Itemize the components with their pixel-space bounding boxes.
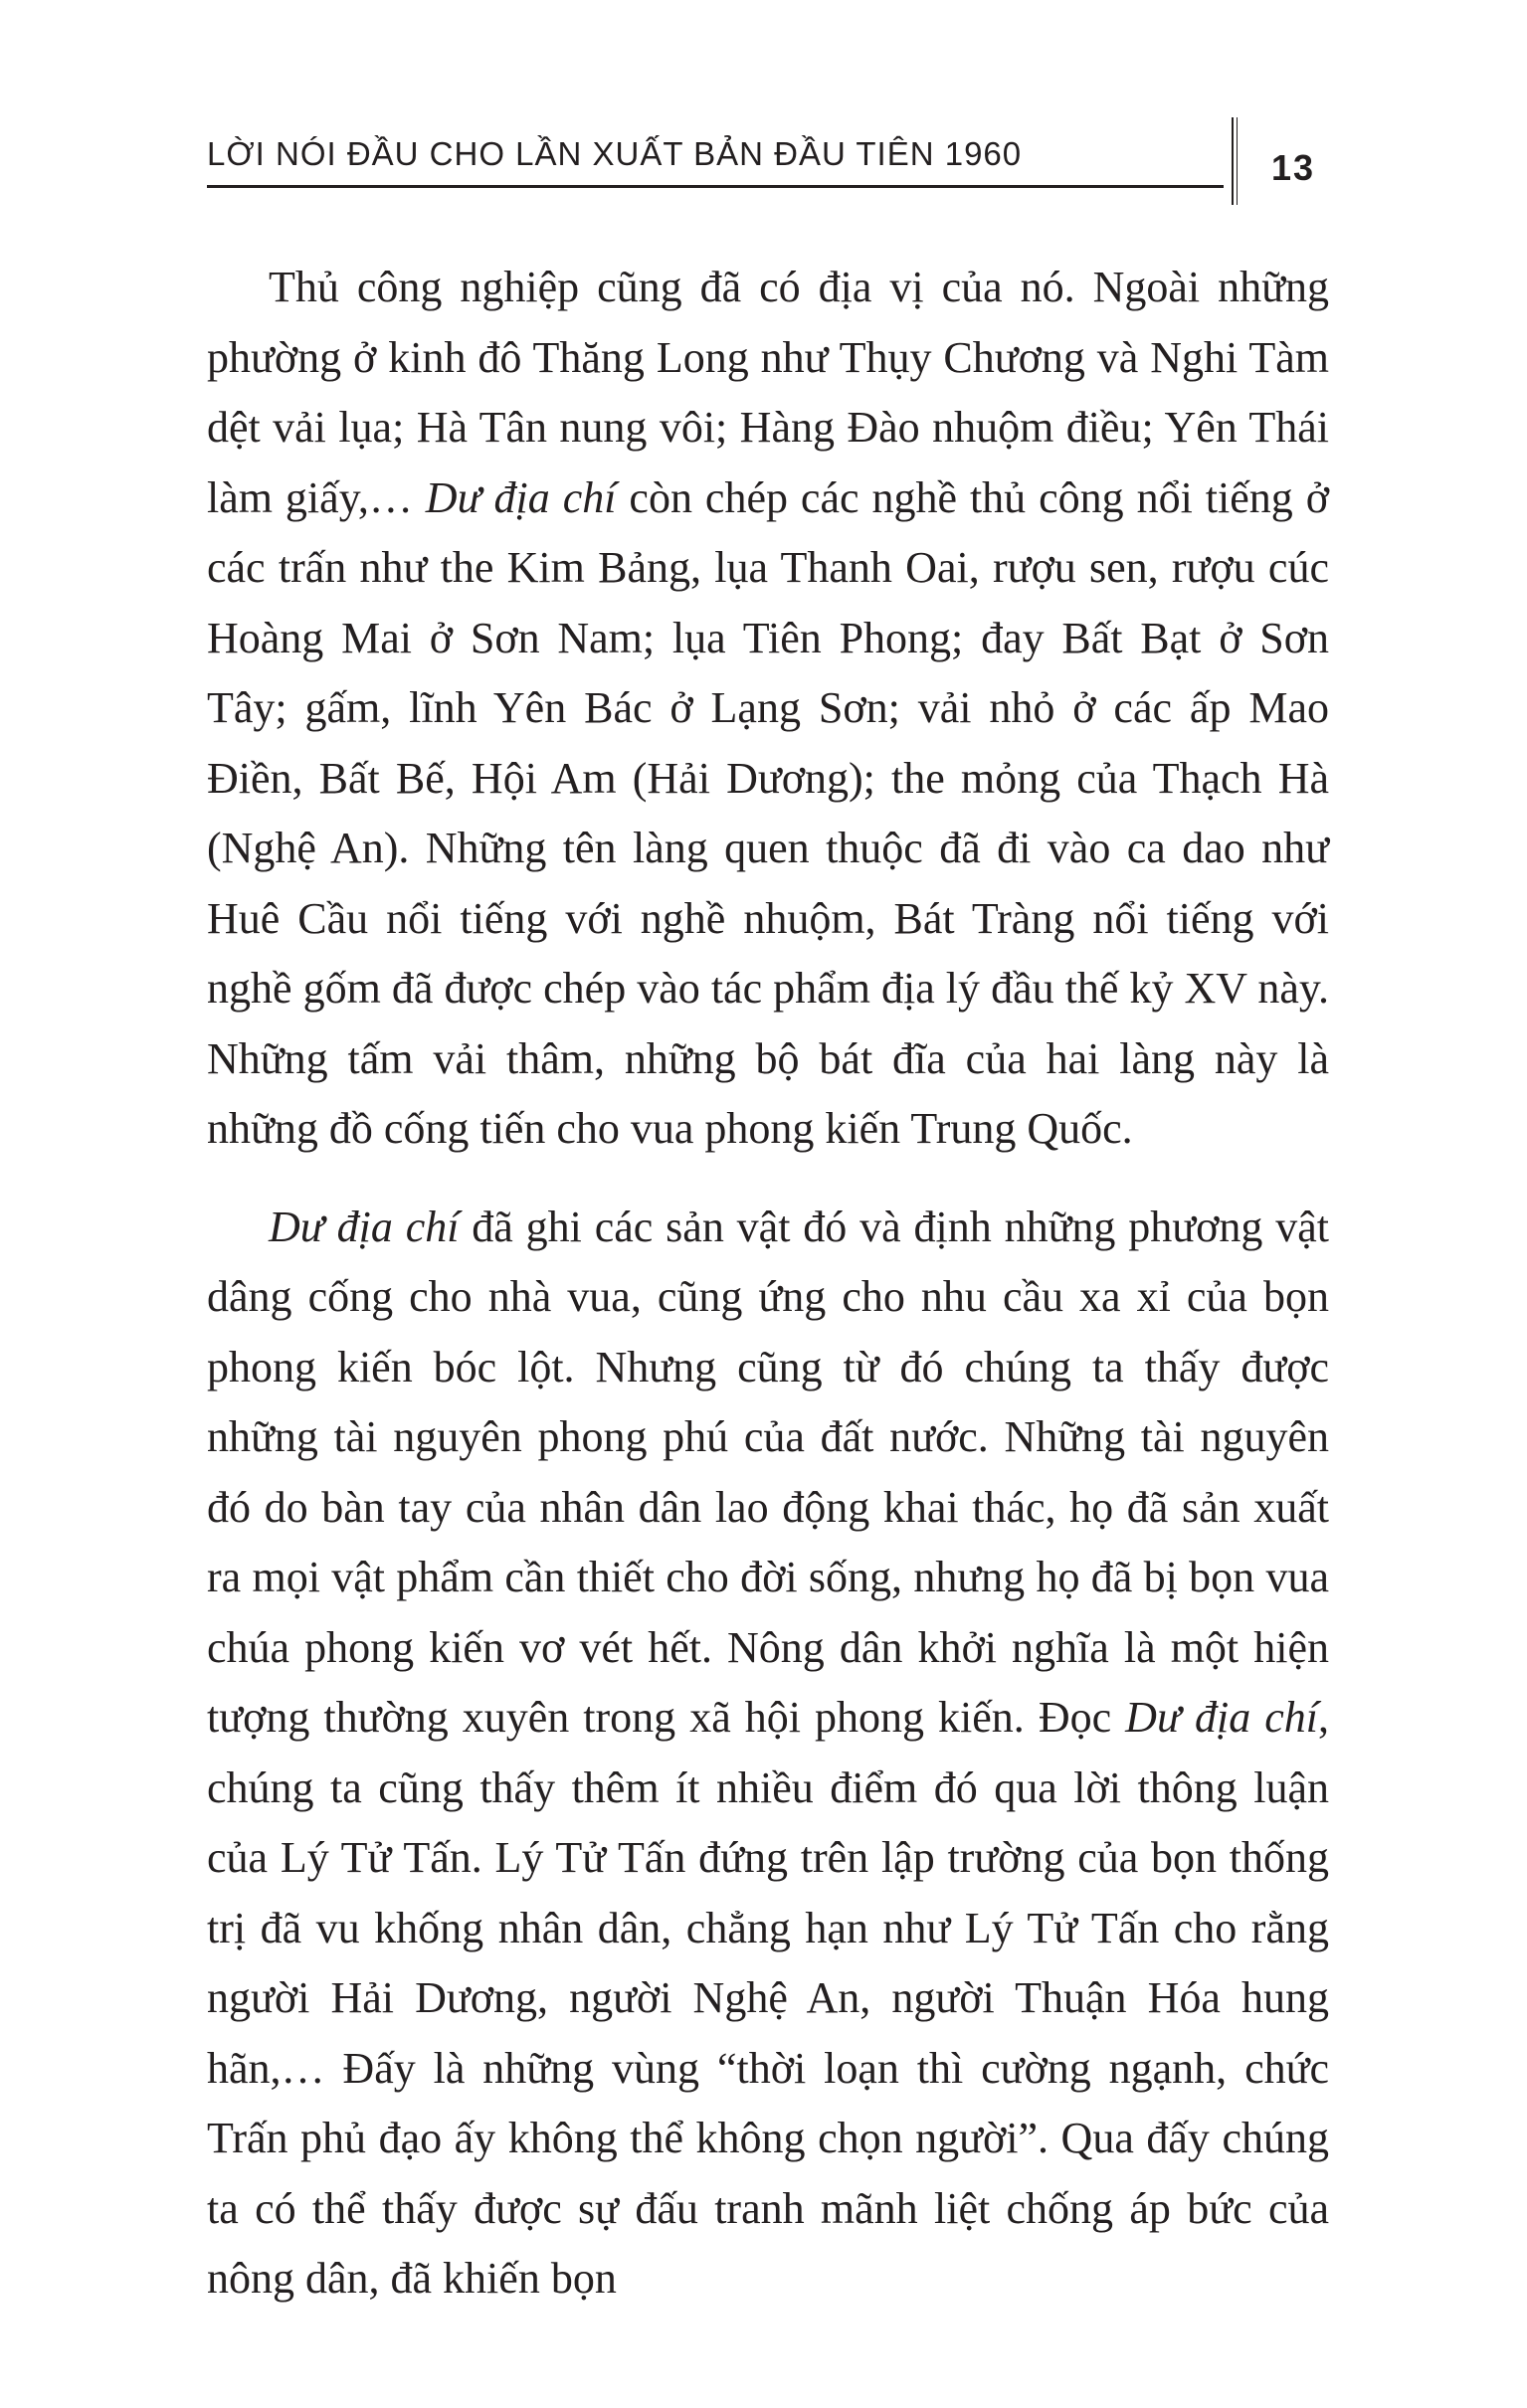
book-title-italic: Dư địa chí <box>269 1202 460 1251</box>
paragraph-1 <box>207 253 1329 1165</box>
book-title-italic: Dư địa chí <box>1125 1693 1318 1742</box>
header-rule <box>207 185 1224 188</box>
running-head: LỜI NÓI ĐẦU CHO LẦN XUẤT BẢN ĐẦU TIÊN 1960 <box>207 135 1023 172</box>
paragraph-text: đã ghi các sản vật đó và định những phương vật dâng cống cho nhà vua, cũng ứng cho nhu cầu xa xỉ của bọn phong kiến bóc lột. Nhưng cũng từ đó chúng ta thấy được những tài nguyên phong phú của đất nước. Những tài nguyên đó do bàn tay của nhân dân lao động khai thác, họ đã sản xuất ra mọi vật phẩm cần thiết cho đời sống, nhưng họ đã bị bọn vua chúa phong kiến vơ vét hết. Nông dân khởi nghĩa là một hiện tượng thường xuyên trong xã hội phong kiến. Đọc <box>207 1202 1329 1742</box>
paragraph-2 <box>207 1193 1329 2315</box>
page-number: 13 <box>1271 147 1316 188</box>
paragraph-text: Thủ công nghiệp cũng đã có địa vị của nó. Ngoài những phường ở kinh đô Thăng Long như Thụy Chương và Nghi Tàm dệt vải lụa; Hà Tân nung vôi; Hàng Đào nhuộm điều; Yên Thái làm giấy,… <box>207 263 1329 522</box>
book-title-italic: Dư địa chí <box>425 472 617 522</box>
header-vertical-rule-inner <box>1237 117 1238 205</box>
body-text <box>207 253 1329 2315</box>
paragraph-text: , chúng ta cũng thấy thêm ít nhiều điểm đó qua lời thông luận của Lý Tử Tấn. Lý Tử Tấn đứng trên lập trường của bọn thống trị đã vu khống nhân dân, chẳng hạn như Lý Tử Tấn cho rằng người Hải Dương, người Nghệ An, người Thuận Hóa hung hãn,… Đấy là những vùng “thời loạn thì cường ngạnh, chức Trấn phủ đạo ấy không thể không chọn người”. Qua đấy chúng ta có thể thấy được sự đấu tranh mãnh liệt chống áp bức của nông dân, đã khiến bọn <box>207 1693 1329 2303</box>
header-vertical-rule <box>1232 117 1234 205</box>
paragraph-text: còn chép các nghề thủ công nổi tiếng ở các trấn như the Kim Bảng, lụa Thanh Oai, rượu sen, rượu cúc Hoàng Mai ở Sơn Nam; lụa Tiên Phong; đay Bất Bạt ở Sơn Tây; gấm, lĩnh Yên Bác ở Lạng Sơn; vải nhỏ ở các ấp Mao Điền, Bất Bế, Hội Am (Hải Dương); the mỏng của Thạch Hà (Nghệ An). Những tên làng quen thuộc đã đi vào ca dao như Huê Cầu nổi tiếng với nghề nhuộm, Bát Tràng nổi tiếng với nghề gốm đã được chép vào tác phẩm địa lý đầu thế kỷ XV này. Những tấm vải thâm, những bộ bát đĩa của hai làng này là những đồ cống tiến cho vua phong kiến Trung Quốc. <box>207 472 1329 1153</box>
page-header <box>0 0 1527 209</box>
